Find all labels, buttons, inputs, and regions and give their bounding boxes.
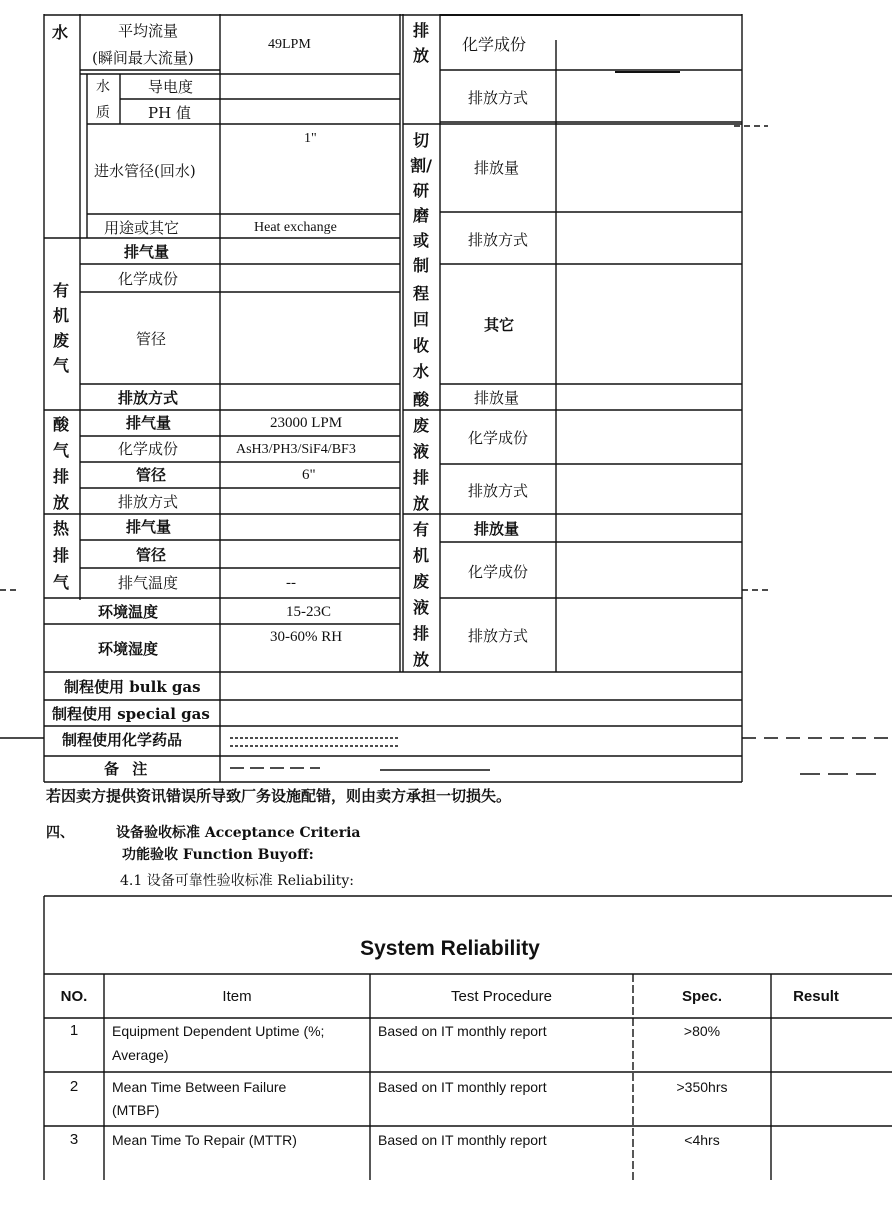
remarks-label: 备 注 <box>104 760 152 778</box>
acid-volume-value: 23000 LPM <box>270 415 343 431</box>
inlet-pipe-value: 1" <box>304 131 317 146</box>
acid-waste-chem-label: 化学成份 <box>468 429 529 447</box>
water-group-label: 水 <box>52 23 69 42</box>
env-humidity-value: 30-60% RH <box>270 629 343 645</box>
row1-no: 1 <box>69 1022 79 1039</box>
acid-chem-label: 化学成份 <box>118 440 179 458</box>
acid-waste-group-1: 酸 <box>412 390 429 409</box>
heat-temp-value: -- <box>286 575 296 591</box>
acid-method-label: 排放方式 <box>118 493 179 511</box>
acid-volume-label: 排气量 <box>126 414 172 432</box>
org-waste-group-3: 废 <box>412 572 429 591</box>
liability-note: 若因卖方提供资讯错误所导致厂务设施配错，则由卖方承担一切损失。 <box>46 787 512 805</box>
bulk-gas-label: 制程使用 bulk gas <box>64 678 201 696</box>
organic-volume-label: 排气量 <box>124 243 170 261</box>
acid-waste-group-2: 废 <box>412 416 429 435</box>
header-item: Item <box>222 988 252 1005</box>
row2-item-line2: (MTBF) <box>112 1102 160 1118</box>
organic-pipe-label: 管径 <box>136 330 167 348</box>
right-method-label-2: 排放方式 <box>468 231 529 249</box>
acid-pipe-label: 管径 <box>136 466 167 484</box>
heat-exhaust-group-1: 热 <box>52 519 69 538</box>
cutting-group-8: 回 <box>412 310 429 329</box>
discharge-group-1: 排 <box>412 21 429 40</box>
water-quality-char-1: 水 <box>96 79 110 95</box>
cutting-group-3: 研 <box>412 181 429 200</box>
avg-flow-sub-label: (瞬间最大流量) <box>92 49 194 67</box>
inlet-pipe-label: 进水管径(回水) <box>94 162 196 180</box>
acid-exhaust-group-3: 排 <box>52 467 69 486</box>
acid-exhaust-group-4: 放 <box>52 493 69 512</box>
acid-exhaust-group-1: 酸 <box>52 415 69 434</box>
row2-item-line1: Mean Time Between Failure <box>112 1079 287 1095</box>
row3-no: 3 <box>69 1131 79 1148</box>
cutting-group-7: 程 <box>412 284 429 303</box>
org-waste-group-4: 液 <box>412 598 429 617</box>
cutting-group-6: 制 <box>412 256 429 275</box>
cutting-group-10: 水 <box>412 362 429 381</box>
heat-volume-label: 排气量 <box>126 518 172 536</box>
row1-item-line2: Average) <box>112 1047 169 1063</box>
section4-title: 设备验收标准 Acceptance Criteria <box>116 825 361 841</box>
row2-no: 2 <box>69 1078 79 1095</box>
organic-chem-label: 化学成份 <box>118 270 179 288</box>
organic-exhaust-group-2: 机 <box>52 306 69 325</box>
usage-label: 用途或其它 <box>104 219 180 237</box>
acid-waste-group-3: 液 <box>412 442 429 461</box>
heat-pipe-label: 管径 <box>136 546 167 564</box>
acid-chem-value: AsH3/PH3/SiF4/BF3 <box>236 442 356 457</box>
organic-method-label: 排放方式 <box>118 389 179 407</box>
reliability-title: System Reliability <box>360 937 540 960</box>
heat-exhaust-group-3: 气 <box>52 573 69 592</box>
cutting-group-5: 或 <box>412 231 429 250</box>
row1-procedure: Based on IT monthly report <box>378 1023 547 1039</box>
cutting-group-9: 收 <box>412 336 429 355</box>
env-humidity-label: 环境湿度 <box>98 640 159 658</box>
row2-spec: >350hrs <box>676 1079 728 1095</box>
cutting-group-2: 割/ <box>410 156 432 175</box>
right-volume-label: 排放量 <box>474 159 520 177</box>
row1-spec: >80% <box>683 1023 721 1039</box>
avg-flow-value: 49LPM <box>268 37 311 52</box>
acid-waste-volume-label: 排放量 <box>474 389 520 407</box>
acid-pipe-value: 6" <box>302 467 316 483</box>
organic-exhaust-group-1: 有 <box>52 281 69 300</box>
organic-exhaust-group-4: 气 <box>52 356 69 375</box>
acid-waste-method-label: 排放方式 <box>468 482 529 500</box>
org-waste-group-2: 机 <box>412 546 429 565</box>
heat-exhaust-group-2: 排 <box>52 546 69 565</box>
row3-spec: <4hrs <box>684 1132 720 1148</box>
header-spec: Spec. <box>681 988 723 1005</box>
row1-item-line1: Equipment Dependent Uptime (%; <box>112 1023 325 1039</box>
acid-waste-group-5: 放 <box>412 494 429 513</box>
org-waste-group-1: 有 <box>412 520 429 539</box>
acid-exhaust-group-2: 气 <box>52 441 69 460</box>
row3-item-line1: Mean Time To Repair (MTTR) <box>112 1132 297 1148</box>
acid-waste-group-4: 排 <box>412 468 429 487</box>
right-method-label: 排放方式 <box>468 89 529 107</box>
special-gas-label: 制程使用 special gas <box>52 705 210 723</box>
section4-subtitle: 功能验收 Function Buyoff: <box>122 847 314 863</box>
header-procedure: Test Procedure <box>451 988 552 1005</box>
conductivity-label: 导电度 <box>148 78 194 96</box>
right-other-label: 其它 <box>484 316 515 334</box>
section4-number: 四、 <box>46 825 74 841</box>
discharge-group-2: 放 <box>412 46 429 65</box>
org-waste-group-6: 放 <box>412 650 429 669</box>
org-waste-method-label: 排放方式 <box>468 627 529 645</box>
section41-heading: 4.1 设备可靠性验收标准 Reliability: <box>120 873 354 889</box>
ph-label: PH 值 <box>148 104 191 122</box>
org-waste-chem-label: 化学成份 <box>468 563 529 581</box>
env-temp-label: 环境温度 <box>98 603 159 621</box>
env-temp-value: 15-23C <box>286 604 331 620</box>
organic-exhaust-group-3: 废 <box>52 331 69 350</box>
header-no: NO. <box>60 988 88 1005</box>
cutting-group-4: 磨 <box>412 206 429 225</box>
org-waste-group-5: 排 <box>412 624 429 643</box>
chemicals-label: 制程使用化学药品 <box>62 731 183 749</box>
water-quality-char-2: 质 <box>96 105 110 121</box>
row3-procedure: Based on IT monthly report <box>378 1132 547 1148</box>
cutting-group-1: 切 <box>412 131 429 150</box>
usage-value: Heat exchange <box>254 220 337 235</box>
heat-temp-label: 排气温度 <box>118 574 179 592</box>
row2-procedure: Based on IT monthly report <box>378 1079 547 1095</box>
org-waste-volume-label: 排放量 <box>474 520 520 538</box>
header-result: Result <box>793 988 839 1005</box>
avg-flow-label: 平均流量 <box>118 22 179 40</box>
right-chem-label: 化学成份 <box>462 35 527 54</box>
